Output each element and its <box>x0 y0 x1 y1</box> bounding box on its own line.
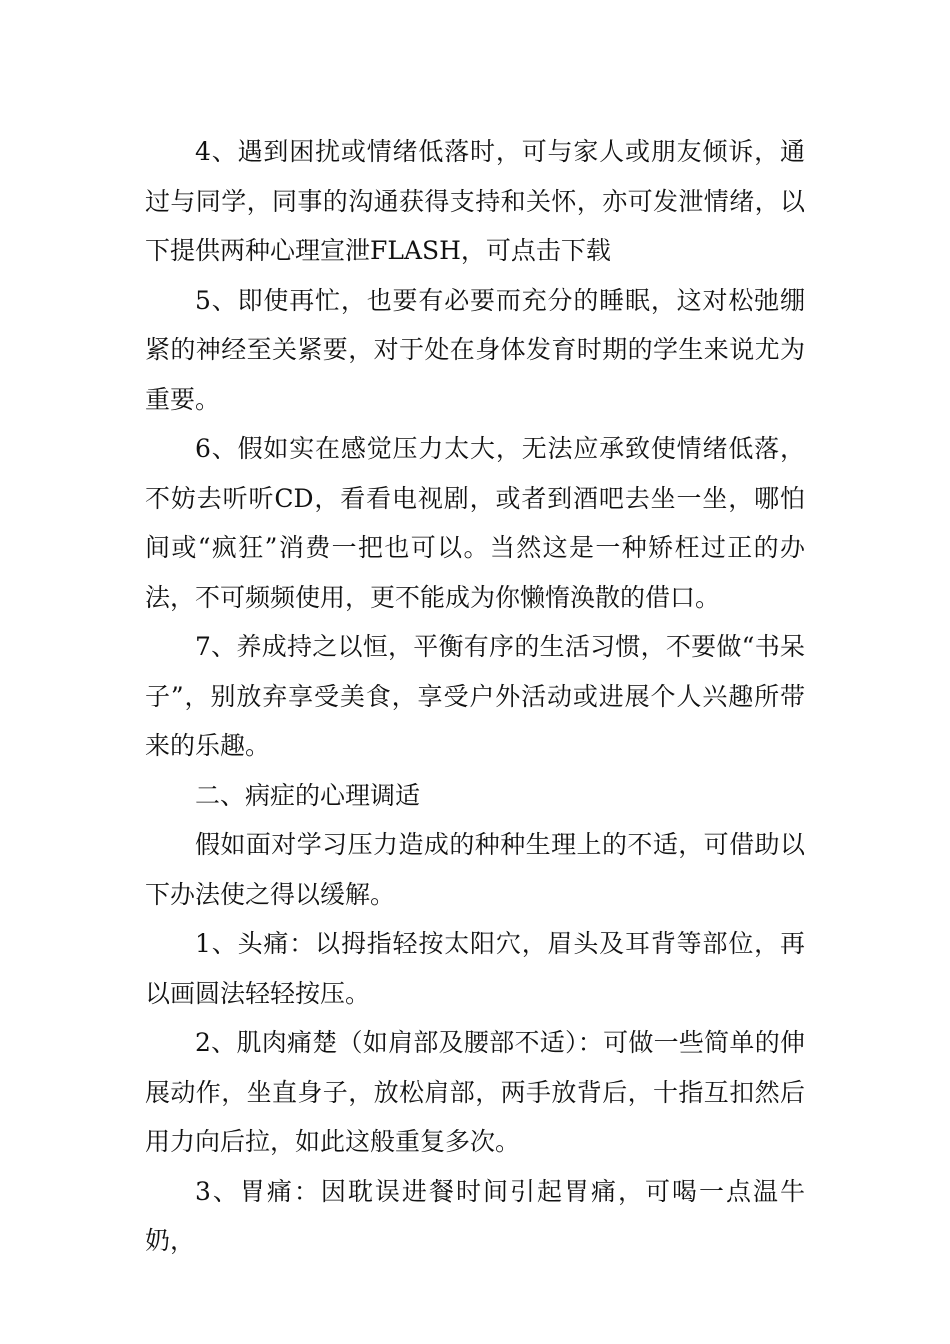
section-heading-2: 二、病症的心理调适 <box>195 780 421 810</box>
paragraph-headache: 1、头痛：以拇指轻按太阳穴，眉头及耳背等部位，再以画圆法轻轻按压。 <box>145 929 805 1008</box>
document-body <box>145 127 805 1266</box>
paragraph-tip-7: 7、养成持之以恒，平衡有序的生活习惯，不要做“书呆子”，别放弃享受美食，享受户外活动或进展个人兴趣所带来的乐趣。 <box>145 632 805 760</box>
paragraph-tip-4: 4、遇到困扰或情绪低落时，可与家人或朋友倾诉，通过与同学，同事的沟通获得支持和关怀，亦可发泄情绪，以下提供两种心理宣泄FLASH，可点击下载 <box>145 137 805 265</box>
paragraph-muscle-pain: 2、肌肉痛楚（如肩部及腰部不适）：可做一些简单的伸展动作，坐直身子，放松肩部，两手放背后，十指互扣然后用力向后拉，如此这般重复多次。 <box>145 1028 805 1156</box>
paragraph-intro: 假如面对学习压力造成的种种生理上的不适，可借助以下办法使之得以缓解。 <box>145 830 805 909</box>
paragraph-tip-5: 5、即使再忙，也要有必要而充分的睡眠，这对松弛绷紧的神经至关紧要，对于处在身体发育时期的学生来说尤为重要。 <box>145 285 805 414</box>
paragraph-stomach-pain: 3、胃痛：因耽误进餐时间引起胃痛，可喝一点温牛奶， <box>145 1176 805 1255</box>
paragraph-tip-6: 6、假如实在感觉压力太大，无法应承致使情绪低落，不妨去听听CD，看看电视剧，或者到酒吧去坐一坐，哪怕间或“疯狂”消费一把也可以。当然这是一种矫枉过正的办法，不可频频使用，更不能成为你懒惰涣散的借口。 <box>145 434 805 612</box>
